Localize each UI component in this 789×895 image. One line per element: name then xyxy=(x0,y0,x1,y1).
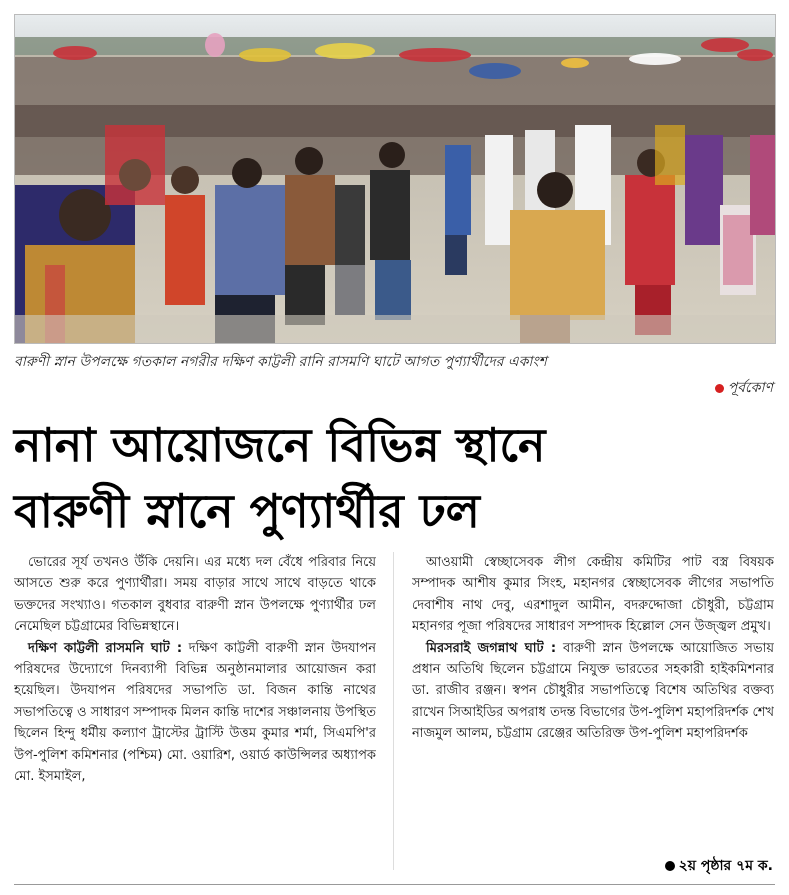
continuation-text: ২য় পৃষ্ঠার ৭ম ক. xyxy=(678,858,773,874)
headline-line-2: বারুণী স্নানে পুণ্যার্থীর ঢল xyxy=(14,484,480,538)
news-photo xyxy=(14,14,776,344)
article-text: বারুণী স্নান উপলক্ষে আয়োজিত সভায় প্রধান অতিথি ছিলেন চট্টগ্রামে নিযুক্ত ভারতের সহকারী হাইকমিশনার ডা. রাজীব রঞ্জন। স্বপন চৌধুরীর সভাপতিত্বে বিশেষ অতিথির বক্তব্য রাখেন সিআইডির অপরাধ তদন্ত বিভাগের উপ-পুলিশ মহাপরিদর্শক শেখ নাজমুল আলম, চট্টগ্রাম রেঞ্জের অতিরিক্ত উপ-পুলিশ মহাপরিদর্শক xyxy=(412,640,774,742)
article-paragraph: আওয়ামী স্বেচ্ছাসেবক লীগ কেন্দ্রীয় কমিটির পাট বস্ত্র বিষয়ক সম্পাদক আশীষ কুমার সিংহ, মহানগর স্বেচ্ছাসেবক লীগের সভাপতি দেবাশীষ নাথ দেবু, এরশাদুল আমীন, বদরুদ্দোজা চৌধুরী, চট্টগ্রাম মহানগর পূজা পরিষদের সাধারণ সম্পাদক হিল্লোল সেন উজ্জ্বল প্রমুখ। xyxy=(412,555,774,635)
continuation-note xyxy=(665,854,773,878)
photo-caption: বারুণী স্নান উপলক্ষে গতকাল নগরীর দক্ষিণ কাট্টলী রানি রাসমণি ঘাটে আগত পুণ্যার্থীদের একাংশ xyxy=(14,354,547,370)
photo-credit xyxy=(715,376,773,400)
column-divider xyxy=(393,552,394,870)
article-text: দক্ষিণ কাট্টলী বারুণী স্নান উদযাপন পরিষদের উদ্যোগে দিনব্যাপী বিভিন্ন অনুষ্ঠানমালার আয়োজন করা হয়েছিল। উদযাপন পরিষদের সভাপতি ডা. বিজন কান্তি নাথের সভাপতিত্বে ও সাধারণ সম্পাদক মিলন কান্তি দাশের সঞ্চালনায় উপস্থিত ছিলেন হিন্দু ধর্মীয় কল্যাণ ট্রাস্টের ট্রাস্টি উত্তম কুমার শর্মা, সিএমপি'র উপ-পুলিশ কমিশনার (পশ্চিম) মো. ওয়ারিশ, ওয়ার্ড কাউন্সিলর অধ্যাপক মো. ইসমাইল, xyxy=(14,640,376,785)
section-subheading: মিরসরাই জগন্নাথ ঘাট : xyxy=(426,640,557,656)
bottom-rule xyxy=(14,884,775,885)
credit-bullet-icon xyxy=(715,384,724,393)
crowd-beach-photo xyxy=(15,15,775,343)
article-column-left xyxy=(14,552,376,852)
headline-line-1: নানা আয়োজনে বিভিন্ন স্থানে xyxy=(14,418,546,472)
credit-text: পূর্বকোণ xyxy=(727,380,773,396)
article-paragraph xyxy=(14,638,376,788)
article-paragraph xyxy=(412,638,774,745)
article-column-right xyxy=(412,552,774,852)
continuation-bullet-icon xyxy=(665,861,675,871)
section-subheading: দক্ষিণ কাট্টলী রাসমনি ঘাট : xyxy=(28,640,183,656)
headline xyxy=(14,412,774,544)
article-paragraph: ভোরের সূর্য তখনও উঁকি দেয়নি। এর মধ্যে দল বেঁধে পরিবার নিয়ে আসতে শুরু করে পুণ্যার্থীরা। সময় বাড়ার সাথে সাথে বাড়তে থাকে ভক্তদের সংখ্যাও। গতকাল বুধবার বারুণী স্নান উপলক্ষে পুণ্যার্থীর ঢল নেমেছিল চট্টগ্রামের বিভিন্নস্থানে। xyxy=(14,555,376,635)
